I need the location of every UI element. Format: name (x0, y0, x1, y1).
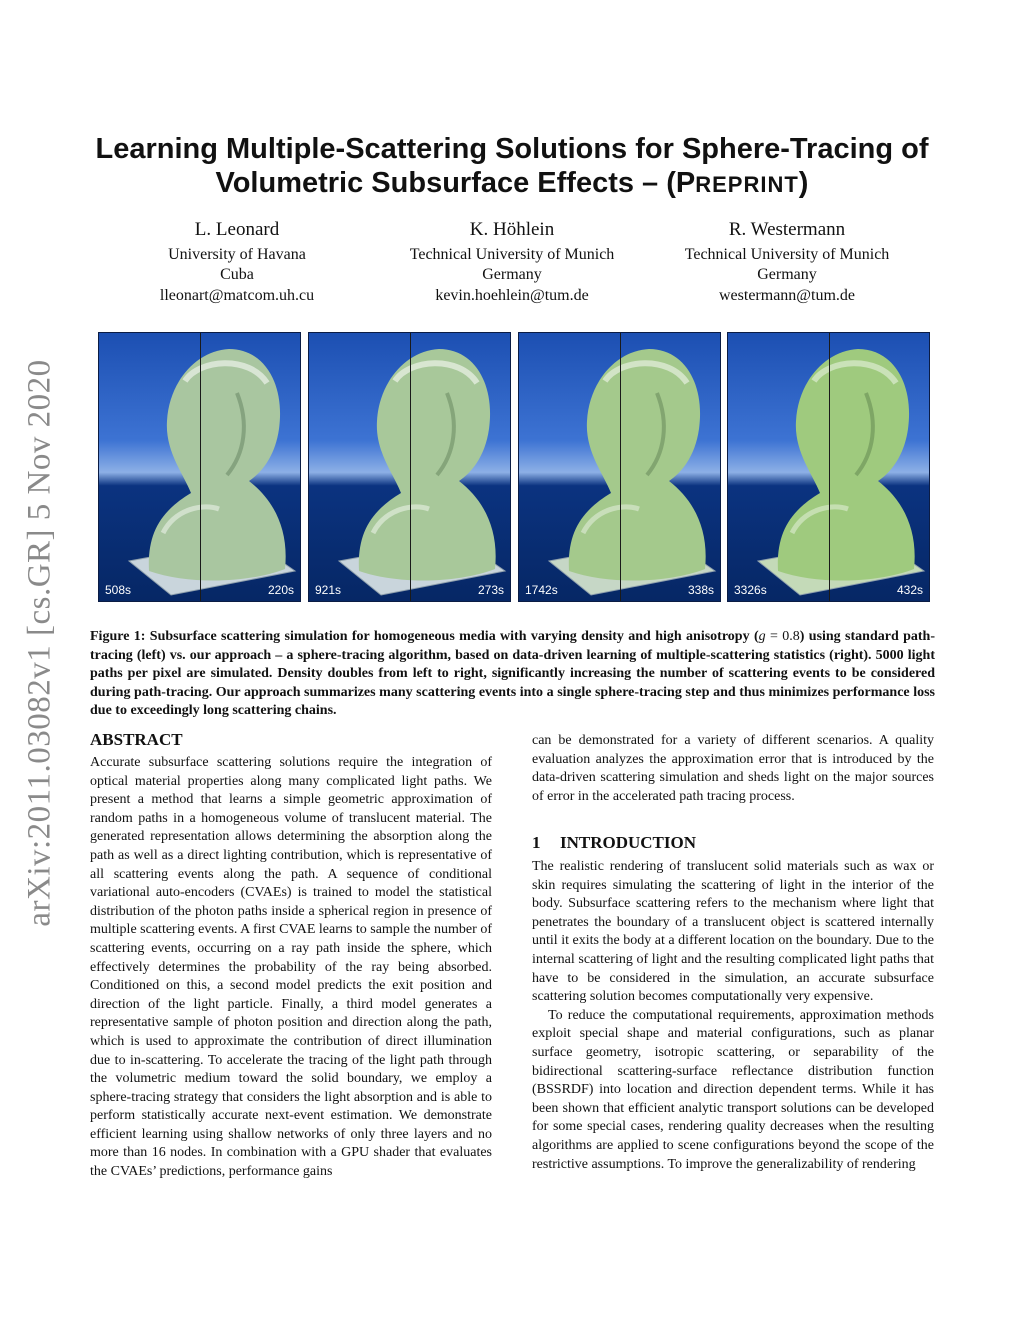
introduction-body (532, 858, 934, 1174)
teaser-figure (98, 332, 930, 602)
abstract-body (90, 754, 492, 1182)
caption-g-value: = 0.8 (765, 629, 800, 644)
figure-caption (90, 628, 935, 721)
caption-prefix: Figure 1: Subsurface scattering simulation for homogeneous media with varying density and high anisotropy ( (90, 629, 759, 644)
abstract-continuation-paragraph: can be demonstrated for a variety of different scenarios. A quality evaluation analyzes the approximation error that is introduced by the data-driven scattering simulation and sheds light on the major sources of error in the accelerated path tracing process. (532, 733, 934, 804)
comparison-divider (410, 333, 411, 601)
title-preprint-smallcaps: REPRINT (695, 172, 799, 197)
caption-g-symbol: g (758, 629, 766, 644)
author-country: Germany (757, 266, 817, 283)
author-affiliation: Technical University of Munich (684, 245, 890, 263)
paper-title (60, 132, 964, 202)
path-tracing-time: 3326s (734, 583, 767, 597)
author-affiliation: University of Havana (168, 245, 306, 263)
title-line-1: Learning Multiple-Scattering Solutions for Sphere-Tracing of (95, 133, 929, 165)
author-name: K. Höhlein (469, 219, 555, 240)
author-block-3 (637, 220, 937, 306)
author-email[interactable]: westermann@tum.de (718, 286, 856, 304)
comparison-divider (829, 333, 830, 601)
arxiv-identifier: arXiv:2011.03082v1 [cs.GR] 5 Nov 2020 (21, 358, 58, 927)
sphere-tracing-time: 338s (687, 583, 714, 597)
author-block-1 (87, 220, 387, 306)
section-number: 1 (532, 833, 541, 852)
abstract-heading: ABSTRACT (90, 730, 183, 749)
author-email[interactable]: lleonart@matcom.uh.cu (159, 286, 315, 304)
introduction-paragraph-1: The realistic rendering of translucent solid materials such as wax or skin requires simulating the scattering of light in the interior of the body. Subsurface scattering refers to the mechanism where light that penetrates the boundary of a translucent object is scattered internally until it exits the body at a different location on the boundary. Due to the internal scattering of light and the resulting complicated light paths that have to be considered in the simulation, an accurate subsurface scattering solution becomes computationally very expensive. (532, 859, 934, 1005)
title-line-2-main: Volumetric Subsurface Effects – ( (215, 167, 676, 199)
caption-rest: ) using standard path-tracing (left) vs. our approach – a sphere-tracing algorithm, based on data-driven learning of multiple-scattering statistics (right). 5000 light paths per pixel are simulated. Density doubles from left to right, significantly increasing the number of scattering events to be considered during path-tracing. Our approach summarizes many scattering events into a single sphere-tracing step and thus minimizes performance loss due to exceedingly long scattering chains. (90, 629, 935, 719)
comparison-divider (620, 333, 621, 601)
abstract-continuation (532, 732, 934, 806)
render-panel (98, 332, 301, 602)
render-panel (518, 332, 721, 602)
section-title: INTRODUCTION (560, 833, 697, 852)
title-line-2-close: ) (798, 167, 809, 199)
comparison-divider (200, 333, 201, 601)
arxiv-stamp (10, 355, 70, 930)
author-name: L. Leonard (194, 219, 280, 240)
introduction-heading (532, 833, 696, 853)
title-line-2 (60, 166, 964, 202)
author-block-2 (362, 220, 662, 306)
introduction-paragraph-2: To reduce the computational requirements, approximation methods exploit special shape and material configurations, such as planar surface geometry, isotropic scattering, or separability of the bidirectional scattering-surface reflectance distribution function (BSSRDF) into location and direction dependent terms. While it has been shown that efficient analytic transport solutions can be developed for some special cases, rendering quality decreases when the resulting algorithms are applied to scene configurations beyond the scope of the restrictive assumptions. To improve the generalizability of rendering (532, 1007, 934, 1172)
render-panel (308, 332, 511, 602)
author-name: R. Westermann (728, 219, 846, 240)
author-country: Cuba (220, 266, 254, 283)
author-affiliation: Technical University of Munich (409, 245, 615, 263)
title-preprint-initial: P (675, 167, 696, 199)
sphere-tracing-time: 432s (896, 583, 923, 597)
sphere-tracing-time: 220s (267, 583, 294, 597)
abstract-paragraph: Accurate subsurface scattering solutions require the integration of optical material properties along many complicated light paths. We present a method that learns a simple geometric approximation of random paths in a homogeneous volume of translucent material. The generated representation allows determining the absorption along the path as well as a direct lighting contribution, which is representative of all scattering events along the path. A sequence of conditional variational auto-encoders (CVAEs) is trained to model the statistical distribution of the photon paths inside a spherical region in presence of multiple scattering events. A first CVAE learns to sample the number of scattering events, occurring on a ray path inside the sphere, which effectively determines the probability of the ray being absorbed. Conditioned on this, a second model predicts the exit position and direction of the light particle. Finally, a third model generates a representative sample of photon position and direction along the path, which is used to approximate the contribution of direct illumination due to in-scattering. To accelerate the tracing of the light path through the volumetric medium toward the solid boundary, we employ a sphere-tracing strategy that considers the light absorption and is able to perform statistically accurate next-event estimation. We demonstrate efficient learning using shallow networks of only three layers and no more than 16 nodes. In combination with a GPU shader that evaluates the CVAEs’ predictions, performance gains (90, 755, 492, 1180)
sphere-tracing-time: 273s (477, 583, 504, 597)
path-tracing-time: 1742s (525, 583, 558, 597)
render-panel (727, 332, 930, 602)
author-country: Germany (482, 266, 542, 283)
path-tracing-time: 508s (105, 583, 132, 597)
path-tracing-time: 921s (315, 583, 342, 597)
author-email[interactable]: kevin.hoehlein@tum.de (435, 286, 589, 304)
